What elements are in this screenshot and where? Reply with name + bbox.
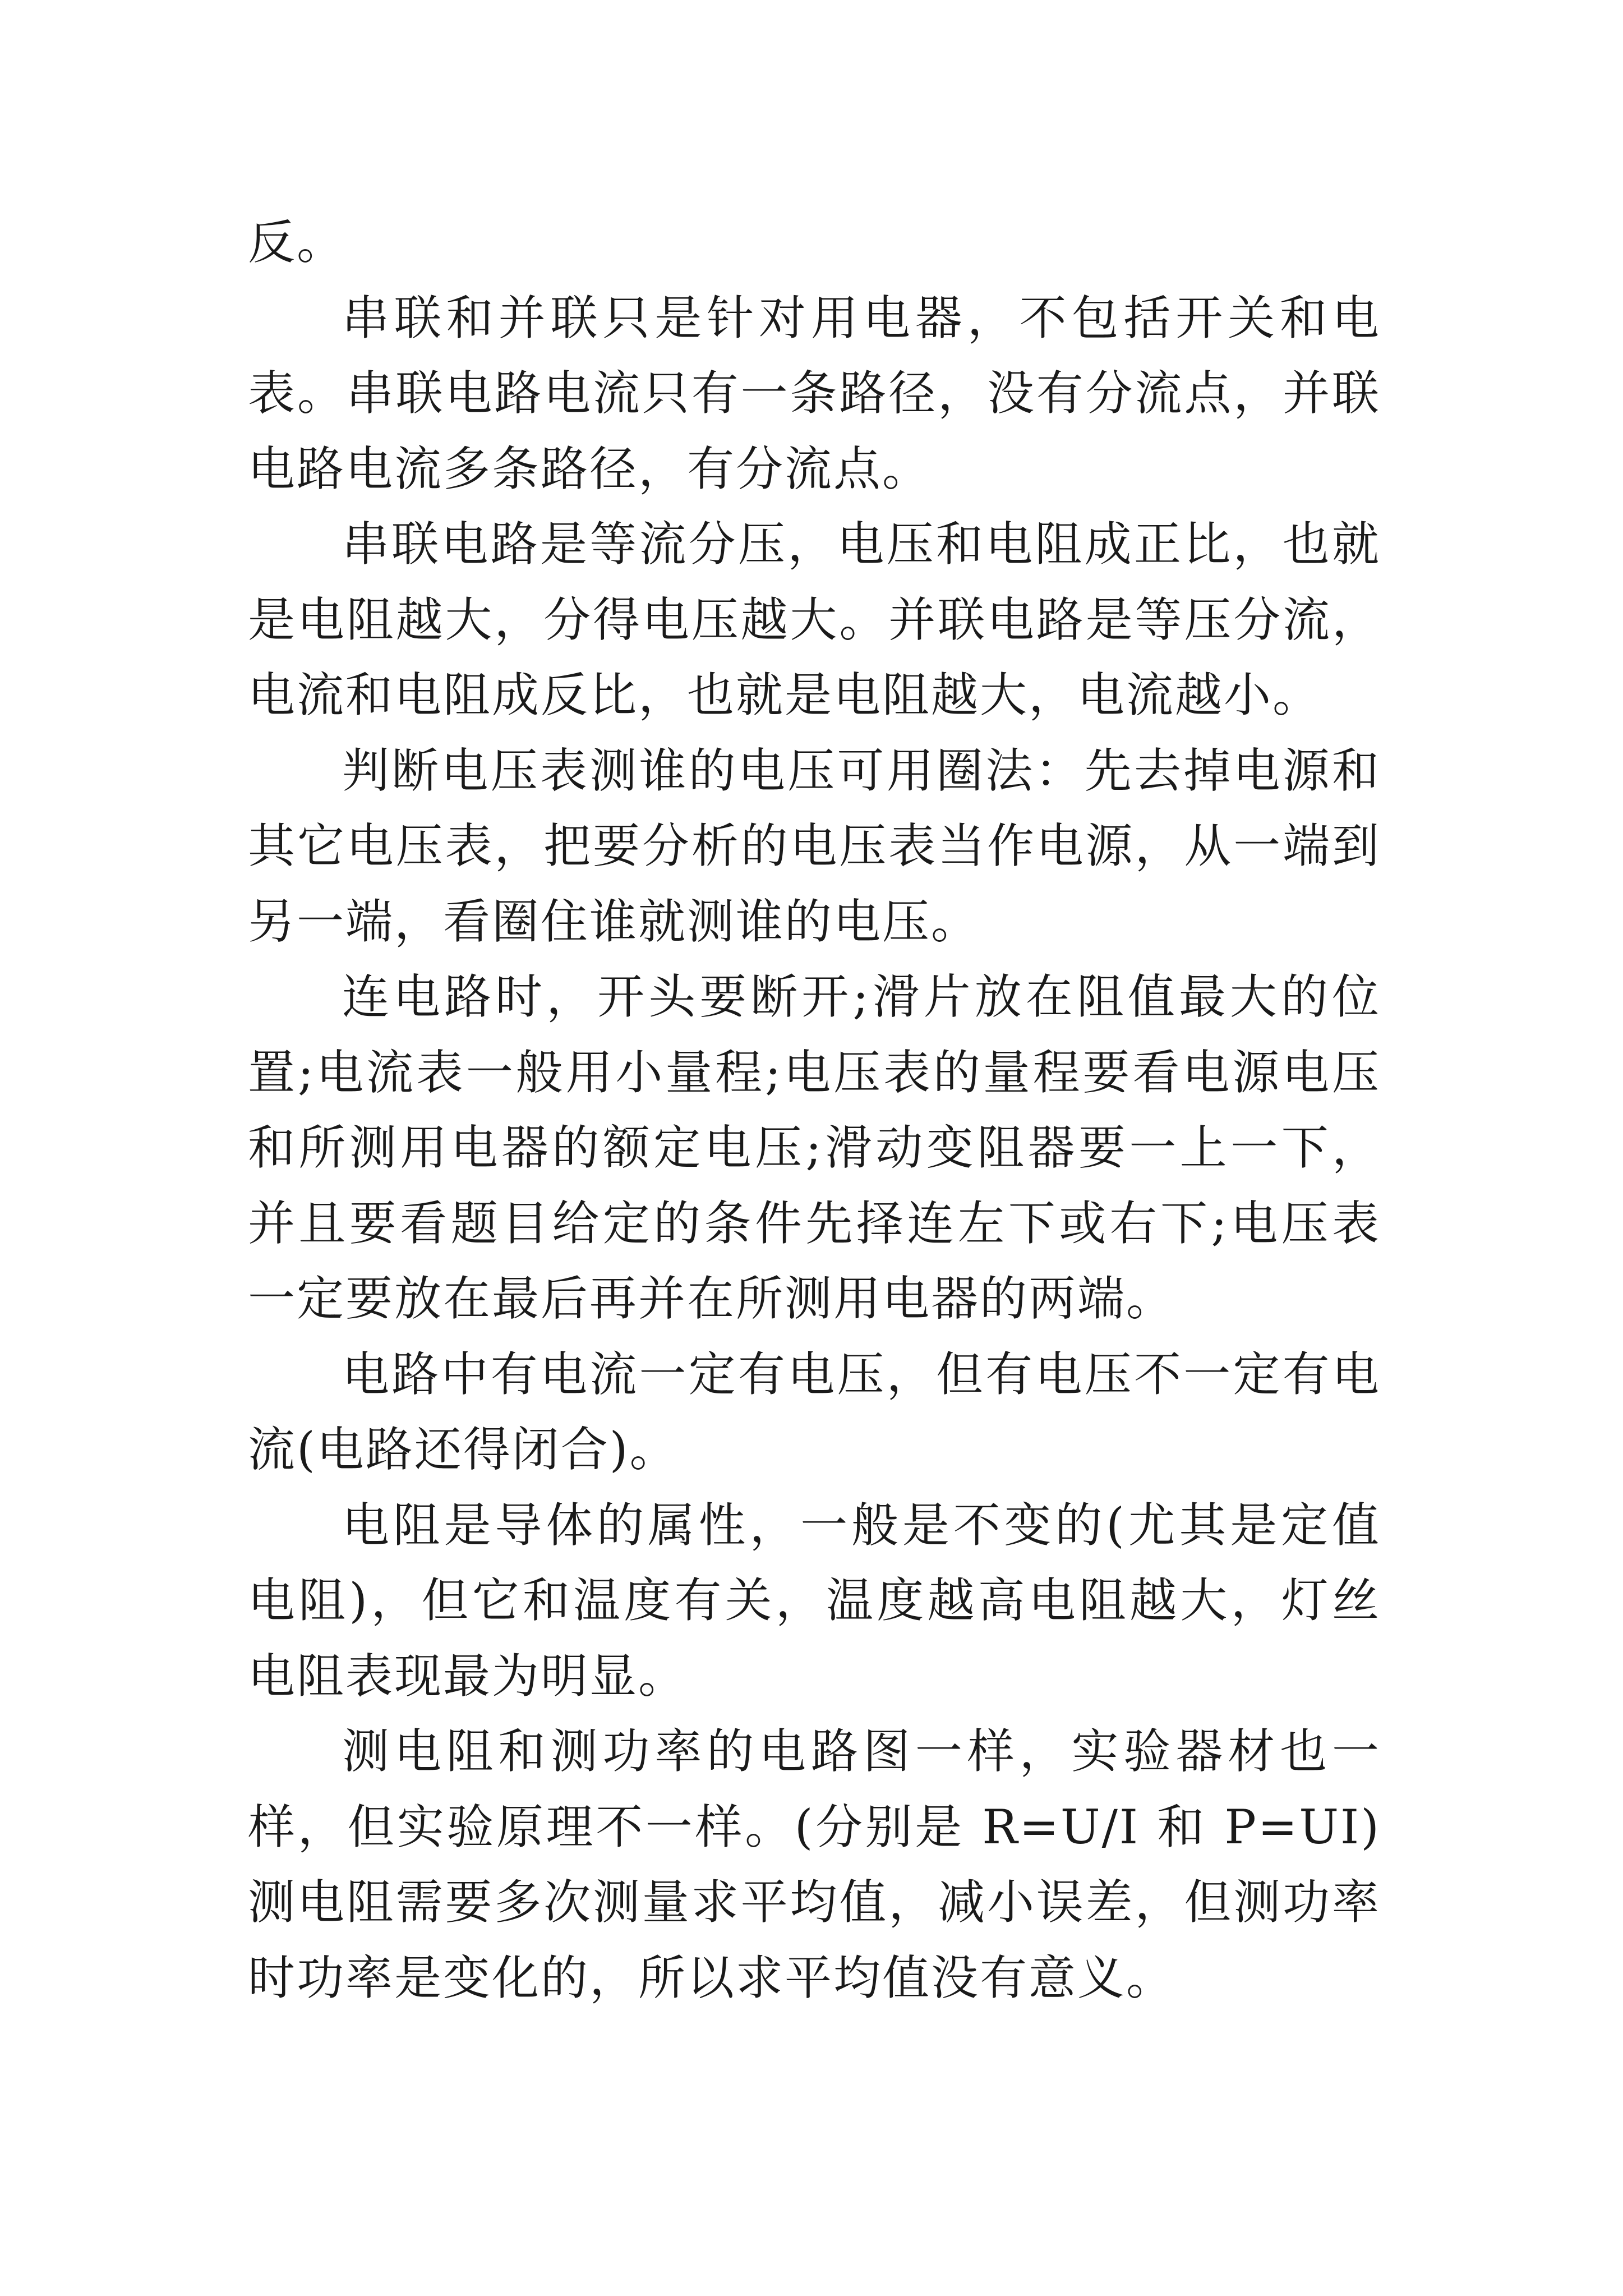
paragraph-current-voltage: 电路中有电流一定有电压，但有电压不一定有电流(电路还得闭合)。 [248,1346,1381,1477]
paragraph-continuation: 反。 [248,215,346,270]
paragraph-voltage-division: 串联电路是等流分压，电压和电阻成正比，也就是电阻越大，分得电压越大。并联电路是等压分流，电流和电阻成反比，也就是电阻越大，电流越小。 [248,517,1381,723]
paragraph-measure-resistance-power: 测电阻和测功率的电路图一样，实验器材也一样，但实验原理不一样。(分别是 R=U/I 和 P=UI)测电阻需要多次测量求平均值，减小误差，但测功率时功率是变化的，所以求平均值没有意义。 [248,1724,1381,2005]
document-body [248,205,1381,2016]
paragraph-resistance-property: 电阻是导体的属性，一般是不变的(尤其是定值电阻)，但它和温度有关，温度越高电阻越大，灯丝电阻表现最为明显。 [248,1497,1381,1704]
paragraph-voltmeter-circle-method: 判断电压表测谁的电压可用圈法：先去掉电源和其它电压表，把要分析的电压表当作电源，从一端到另一端，看圈住谁就测谁的电压。 [248,743,1381,949]
paragraph-series-parallel: 串联和并联只是针对用电器，不包括开关和电表。串联电路电流只有一条路径，没有分流点，并联电路电流多条路径，有分流点。 [248,290,1381,496]
paragraph-circuit-connection: 连电路时，开头要断开;滑片放在阻值最大的位置;电流表一般用小量程;电压表的量程要看电源电压和所测用电器的额定电压;滑动变阻器要一上一下，并且要看题目给定的条件先择连左下或右下;电压表一定要放在最后再并在所测用电器的两端。 [248,969,1381,1326]
